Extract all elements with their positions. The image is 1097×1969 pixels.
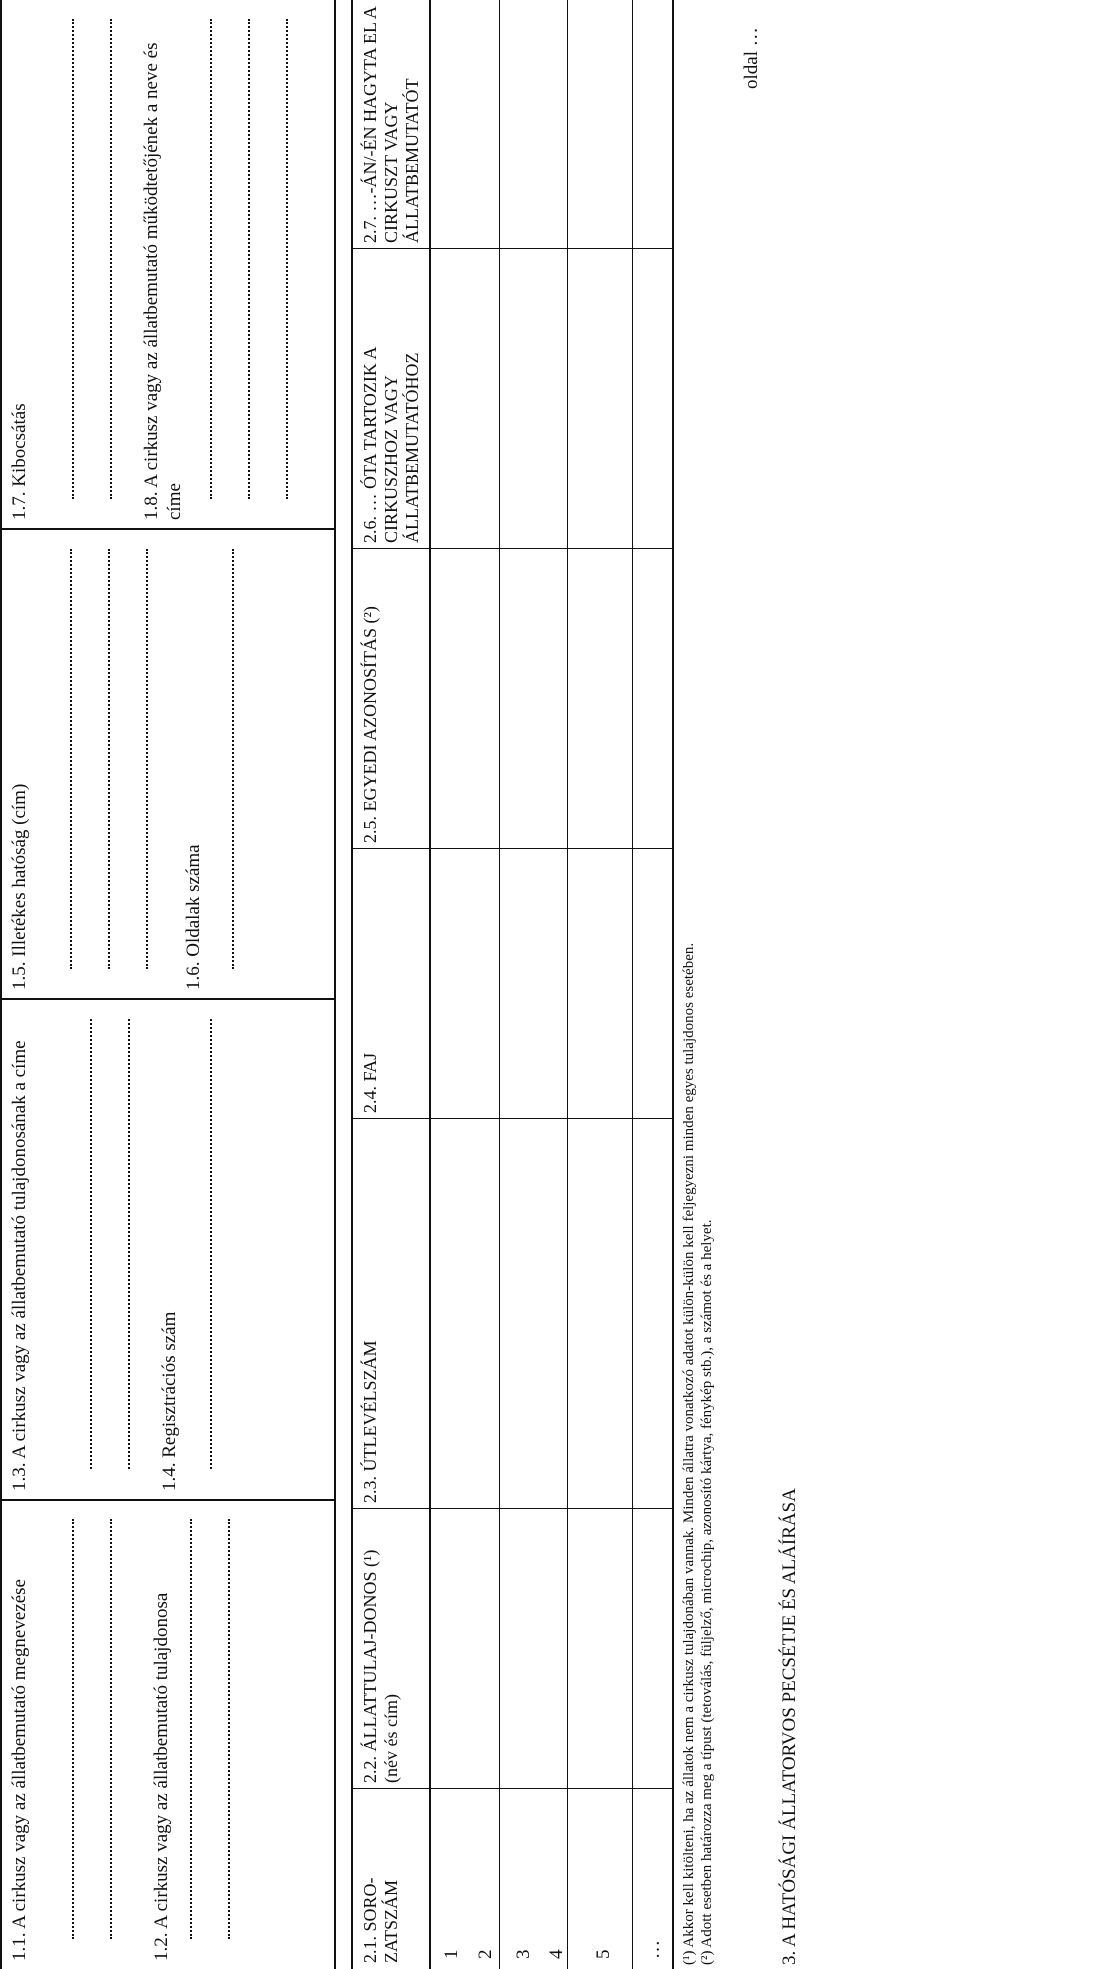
col-line-1 (351, 1788, 674, 1789)
section-3-heading: 3. A HATÓSÁGI ÁLLATORVOS PECSÉTJE ÉS ALÁÍRÁSA (779, 1488, 800, 1965)
table-bottom-border (672, 0, 674, 1969)
field-1-5-line-3[interactable] (146, 549, 148, 969)
header-2-3: 2.3. ÚTLEVÉLSZÁM (360, 1340, 380, 1503)
row-number-3: 3 (513, 1949, 534, 1959)
page-number-label: oldal … (741, 27, 762, 89)
field-1-5-line-2[interactable] (108, 549, 110, 969)
header-2-1: 2.1. SORO-ZATSZÁM (360, 1877, 401, 1963)
field-1-2-label: 1.2. A cirkusz vagy az állatbemutató tulajdonosa (151, 1592, 172, 1961)
table-header-bottom (429, 0, 431, 1969)
field-1-3-line-1[interactable] (90, 1019, 92, 1469)
field-1-3-label: 1.3. A cirkusz vagy az állatbemutató tulajdonosának a címe (9, 1040, 30, 1491)
field-1-4-line-1[interactable] (210, 1019, 212, 1469)
field-1-4-label: 1.4. Regisztrációs szám (159, 1311, 180, 1491)
field-1-1-label: 1.1. A cirkusz vagy az állatbemutató megnevezése (9, 1579, 30, 1961)
field-1-7-label: 1.7. Kibocsátás (9, 403, 30, 520)
field-1-8-label: 1.8. A cirkusz vagy az állatbemutató működtetőjének a neve és címe (141, 42, 185, 520)
field-1-8-line-1[interactable] (210, 19, 212, 499)
field-1-1-line-2[interactable] (110, 1519, 112, 1939)
row-number-ellipsis: … (643, 1940, 664, 1959)
field-1-5-label: 1.5. Illetékes hatóság (cím) (9, 783, 30, 990)
col-divider-1 (0, 1499, 334, 1501)
field-1-7-line-2[interactable] (110, 19, 112, 499)
header-2-4: 2.4. FAJ (360, 1052, 380, 1113)
row-line-3 (632, 0, 633, 1969)
row-number-5: 5 (593, 1949, 614, 1959)
row-line-1 (499, 0, 500, 1969)
footnote-2: (²) Adott esetben határozza meg a típust (tetoválás, füljelző, microchip, azonosító kártya, fénykép stb.), a számot és a helyet. (699, 1219, 715, 1965)
field-1-6-line-1[interactable] (232, 549, 234, 969)
row-line-2 (567, 0, 568, 1969)
header-2-6: 2.6. … ÓTA TARTOZIK A CIRKUSZHOZ VAGY ÁLLATBEMUTATÓHOZ (360, 347, 422, 543)
field-1-8-line-3[interactable] (286, 19, 288, 499)
field-1-8-line-2[interactable] (248, 19, 250, 499)
header-2-2: 2.2. ÁLLATTULAJ-DONOS (¹) (név és cím) (360, 1549, 401, 1783)
field-1-2-line-1[interactable] (190, 1519, 192, 1939)
footnote-1: (¹) Akkor kell kitölteni, ha az állatok nem a cirkusz tulajdonában vannak. Minden állatra vonatkozó adatot külön-külön kell feljegyezni minden egyes tulajdonos esetében. (681, 942, 697, 1965)
header-2-7: 2.7. …-ÁN/-ÉN HAGYTA EL A CIRKUSZT VAGY ÁLLATBEMUTATÓT (360, 7, 422, 243)
col-line-6 (351, 248, 674, 249)
section1-bottom-border (334, 0, 336, 1969)
col-line-4 (351, 848, 674, 849)
row-number-2: 2 (475, 1949, 496, 1959)
row-number-1: 1 (441, 1949, 462, 1959)
field-1-6-label: 1.6. Oldalak száma (183, 844, 204, 990)
row-number-4: 4 (546, 1949, 567, 1959)
col-line-3 (351, 1118, 674, 1119)
top-border (0, 0, 2, 1969)
col-line-5 (351, 548, 674, 549)
field-1-1-line-1[interactable] (72, 1519, 74, 1939)
col-line-2 (351, 1508, 674, 1509)
header-2-5: 2.5. EGYEDI AZONOSÍTÁS (²) (360, 606, 380, 843)
col-divider-3 (0, 528, 334, 530)
col-divider-2 (0, 998, 334, 1000)
field-1-2-line-2[interactable] (228, 1519, 230, 1939)
field-1-7-line-1[interactable] (72, 19, 74, 499)
section2-top-border (351, 0, 353, 1969)
field-1-5-line-1[interactable] (70, 549, 72, 969)
field-1-3-line-2[interactable] (128, 1019, 130, 1469)
